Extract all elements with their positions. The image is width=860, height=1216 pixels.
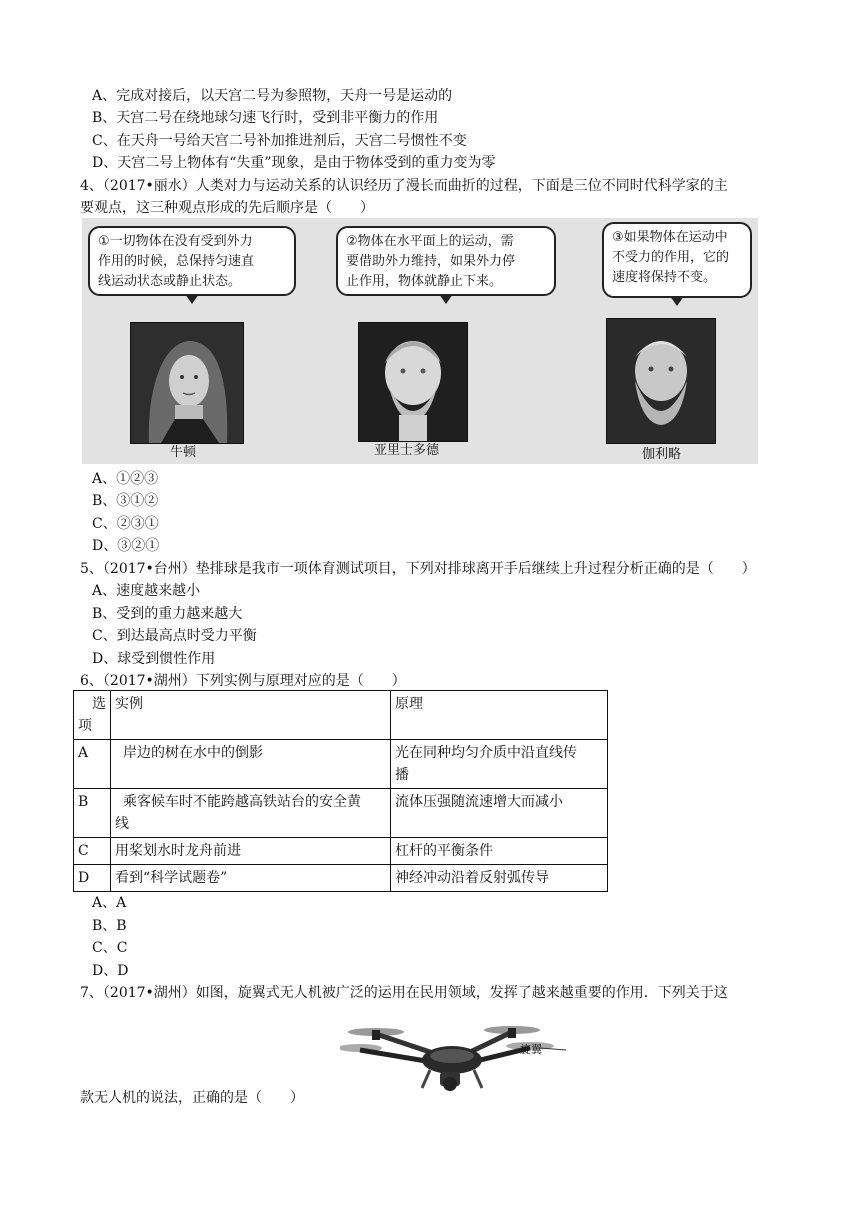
row-example: 用桨划水时龙舟前进 (111, 838, 391, 865)
header-option-text: 选 (92, 696, 106, 712)
q6-option-a: A、A (92, 895, 127, 911)
table-row (74, 740, 608, 789)
q6-option-b: B、B (92, 918, 127, 934)
galileo-speech-bubble (602, 222, 752, 298)
aristotle-portrait (358, 322, 468, 442)
row-principle (391, 740, 608, 789)
q4-option-a: A、①②③ (92, 471, 159, 487)
q4-option-b: B、③①② (92, 493, 159, 509)
header-option-cell (74, 691, 111, 740)
row-example-text: 线 (115, 816, 129, 832)
drone-image (340, 1018, 570, 1102)
q3-option-c: C、在天舟一号给天宫二号补加推进剂后，天宫二号惯性不变 (92, 133, 467, 149)
bubble-text: ③如果物体在运动中 (612, 230, 728, 245)
q4-option-d: D、③②① (92, 538, 160, 554)
bubble-text: 不受力的作用，它的 (612, 250, 730, 265)
table-row (74, 838, 608, 865)
newton-portrait (130, 322, 244, 444)
table-row (74, 789, 608, 838)
aristotle-speech-bubble (336, 226, 556, 296)
table-row (74, 865, 608, 892)
row-example-text: 乘客候车时不能跨越高铁站台的安全黄 (123, 794, 361, 810)
bubble-text: 线运动状态或静止状态。 (98, 274, 242, 289)
newton-speech-bubble (88, 226, 296, 296)
q5-option-a: A、速度越来越小 (92, 583, 201, 599)
row-example (111, 789, 391, 838)
row-principle: 杠杆的平衡条件 (391, 838, 608, 865)
row-option: C (74, 838, 111, 865)
table-header-row (74, 691, 608, 740)
q4-stem-line1: 4、（2017•丽水）人类对力与运动关系的认识经历了漫长而曲折的过程，下面是三位不同时代科学家的主 (80, 178, 728, 194)
scientists-figure (82, 218, 758, 464)
q6-option-d: D、D (92, 963, 129, 979)
row-example: 看到“科学试题卷” (111, 865, 391, 892)
row-principle: 神经冲动沿着反射弧传导 (391, 865, 608, 892)
row-option: B (74, 789, 111, 838)
q5-option-d: D、球受到惯性作用 (92, 651, 216, 667)
row-example-text: 岸边的树在水中的倒影 (123, 745, 263, 761)
q4-stem-line2: 要观点，这三种观点形成的先后顺序是（ ） (80, 200, 374, 216)
q3-option-b: B、天宫二号在绕地球匀速飞行时，受到非平衡力的作用 (92, 110, 439, 126)
header-option-text: 项 (78, 718, 92, 734)
newton-caption: 牛顿 (170, 445, 197, 460)
q6-option-c: C、C (92, 940, 128, 956)
bubble-text: 止作用，物体就静止下来。 (346, 274, 503, 289)
q3-option-a: A、完成对接后，以天宫二号为参照物，天舟一号是运动的 (92, 88, 453, 104)
q3-option-d: D、天宫二号上物体有“失重”现象，是由于物体受到的重力变为零 (92, 155, 496, 171)
row-option: A (74, 740, 111, 789)
galileo-portrait (606, 318, 716, 444)
row-principle-text: 光在同种均匀介质中沿直线传 (395, 745, 577, 761)
q6-stem: 6、（2017•湖州）下列实例与原理对应的是（ ） (80, 673, 406, 689)
row-principle: 流体压强随流速增大而减小 (391, 789, 608, 838)
q7-stem-line2: 款无人机的说法，正确的是（ ） (80, 1090, 304, 1106)
q4-option-c: C、②③① (92, 516, 159, 532)
row-example (111, 740, 391, 789)
row-principle-text: 播 (395, 767, 409, 783)
drone-rotor-label: 旋翼 (520, 1043, 542, 1056)
bubble-text: ①一切物体在没有受到外力 (98, 234, 253, 249)
q6-table (73, 690, 608, 892)
bubble-text: 要借助外力维持，如果外力停 (346, 254, 516, 269)
aristotle-caption: 亚里士多德 (374, 443, 440, 458)
bubble-text: 速度将保持不变。 (612, 270, 717, 285)
header-example-cell: 实例 (111, 691, 391, 740)
q5-option-c: C、到达最高点时受力平衡 (92, 628, 257, 644)
galileo-caption: 伽利略 (642, 447, 682, 462)
bubble-text: ②物体在水平面上的运动，需 (346, 234, 514, 249)
bubble-text: 作用的时候，总保持匀速直 (98, 254, 255, 269)
q5-stem: 5、（2017•台州）垫排球是我市一项体育测试项目，下列对排球离开手后继续上升过程分析正确的是（ ） (80, 561, 756, 577)
q5-option-b: B、受到的重力越来越大 (92, 606, 243, 622)
header-principle-cell: 原理 (391, 691, 608, 740)
row-option: D (74, 865, 111, 892)
q7-stem-line1: 7、（2017•湖州）如图，旋翼式无人机被广泛的运用在民用领域，发挥了越来越重要的作用．下列关于这 (80, 985, 728, 1001)
